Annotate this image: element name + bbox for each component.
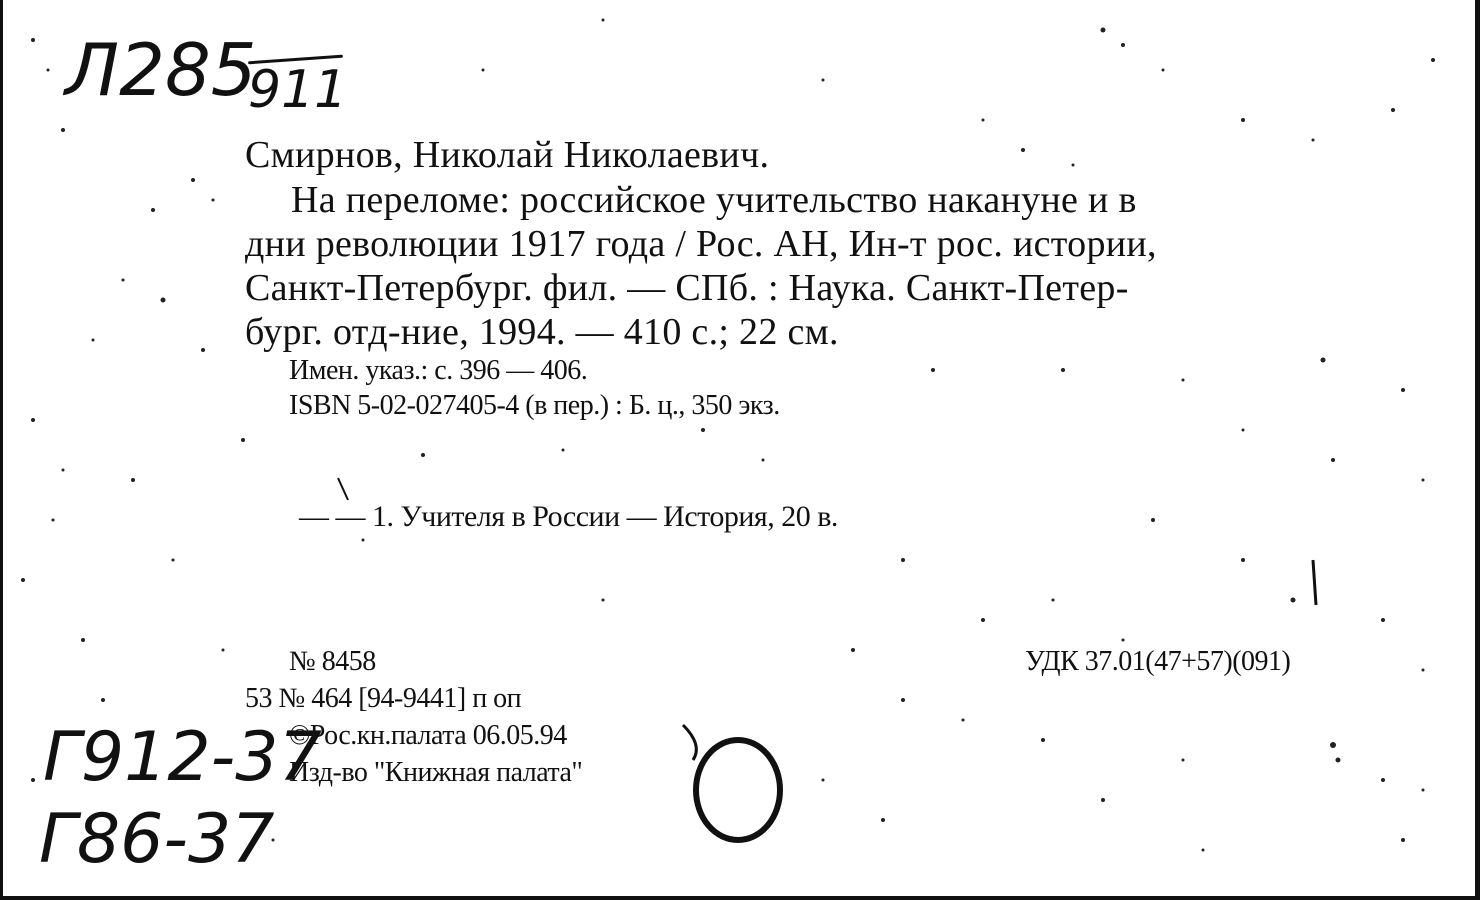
subject-line: — — 1. Учителя в России — История, 20 в. [299,500,838,533]
handwritten-shelf-sub: 911 [248,60,348,120]
description-line-3: Санкт-Петербург. фил. — СПб. : Наука. Санкт-Петер- [245,267,1129,309]
handwritten-note-1: Г912-37 [43,718,322,797]
udk-code: УДК 37.01(47+57)(091) [1025,646,1291,677]
copyright-line: ©Рос.кн.палата 06.05.94 [289,720,567,751]
handwritten-note-2: Г86-37 [39,800,275,879]
description-line-1: На переломе: российское учительство накануне и в [291,179,1137,221]
description-line-2: дни революции 1917 года / Рос. АН, Ин-т рос. истории, [245,223,1157,265]
order-line: 53 № 464 [94-9441] п оп [245,683,522,714]
publisher-line: Изд-во "Книжная палата" [289,757,583,788]
author-heading: Смирнов, Николай Николаевич. [245,134,770,176]
card-number: № 8458 [289,646,376,677]
description-line-4: бург. отд-ние, 1994. — 410 с.; 22 см. [245,311,839,353]
index-note: Имен. указ.: с. 396 — 406. [289,355,588,386]
stamp-circle [696,740,780,840]
handwritten-shelf-mark: Л285 [65,28,257,112]
isbn-line: ISBN 5-02-027405-4 (в пер.) : Б. ц., 350 экз. [289,390,780,421]
